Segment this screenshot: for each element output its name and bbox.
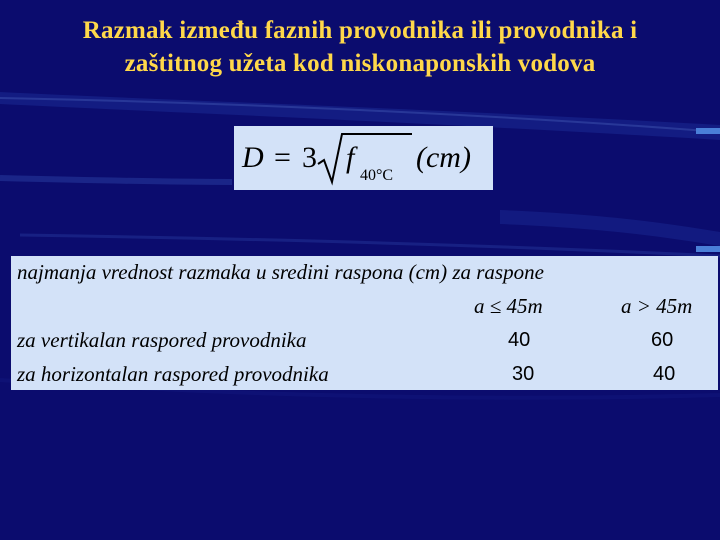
column-header-a-gt-45: a > 45m <box>621 294 693 318</box>
distance-table <box>11 256 718 390</box>
formula-box <box>234 126 493 190</box>
title-line-1: Razmak između faznih provodnika ili provodnika i <box>82 17 638 44</box>
title-line-2: zaštitnog užeta kod niskonaponskih vodova <box>124 50 596 77</box>
row-horizontal-value-a-le-45: 30 <box>512 363 535 385</box>
slide-title <box>0 14 720 80</box>
formula-subscript: 40°C <box>360 167 394 184</box>
row-vertical-value-a-gt-45: 60 <box>651 329 674 351</box>
formula-unit: (cm) <box>416 141 471 174</box>
row-vertical-label: za vertikalan raspored provodnika <box>17 328 307 352</box>
formula-lhs: D <box>242 141 264 174</box>
row-horizontal-label: za horizontalan raspored provodnika <box>17 362 329 386</box>
column-header-a-le-45: a ≤ 45m <box>474 294 543 318</box>
formula <box>234 126 493 190</box>
formula-radicand: f <box>346 141 355 174</box>
formula-equals: = <box>274 141 291 174</box>
row-horizontal-value-a-gt-45: 40 <box>653 363 676 385</box>
row-vertical-value-a-le-45: 40 <box>508 329 531 351</box>
formula-coefficient: 3 <box>302 141 317 174</box>
table-header: najmanja vrednost razmaka u sredini raspona (cm) za raspone <box>17 260 544 284</box>
